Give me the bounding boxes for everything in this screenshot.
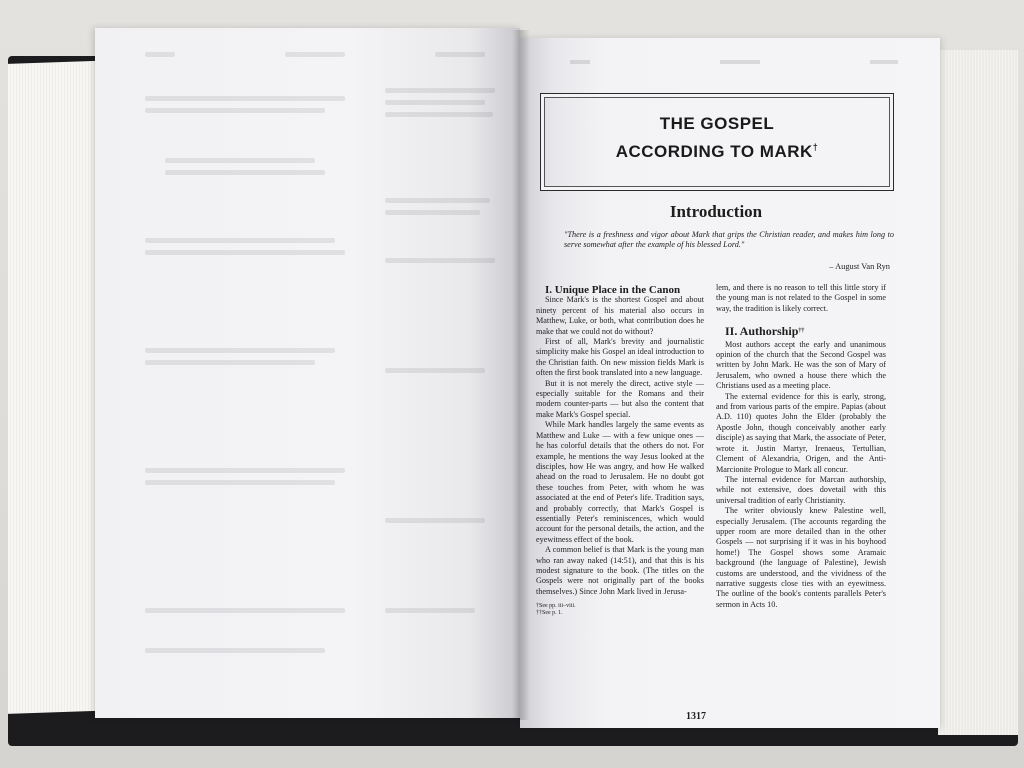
footnote: ††See p. 1. xyxy=(536,610,563,617)
section-heading-canon: I. Unique Place in the Canon xyxy=(545,284,681,296)
introduction-heading: Introduction xyxy=(669,202,763,221)
epigraph-attribution: – August Van Ryn xyxy=(829,262,890,271)
footnotes xyxy=(536,603,704,617)
chapter-title-box xyxy=(540,93,894,191)
right-page-edges xyxy=(938,50,1018,735)
show-through-text xyxy=(135,48,505,688)
authorship-footnote-mark: †† xyxy=(798,328,805,335)
title-footnote-mark: † xyxy=(812,142,819,152)
paragraph: Most authors accept the early and unanimous opinion of the church that the Second Gospel was written by John Mark. He was the son of Mary of Jerusalem, who owned a house there which the Christians used as a meeting place. xyxy=(716,339,886,391)
section-heading-authorship xyxy=(716,324,886,339)
left-text-column xyxy=(536,285,704,617)
paragraph-continuation: lem, and there is no reason to tell this little story if the young man is not related to the Gospel in some way, the tradition is likely correct. xyxy=(716,283,886,313)
paragraph: The external evidence for this is early, strong, and from various parts of the empire. Papias (about A.D. 110) quotes John the Elder (probably the Apostle John, though conceivably another early disciple) as saying that Mark, the associate of Peter, wrote it. Justin Martyr, Irenaeus, Tertullian, Clement of Alexandria, Origen, and the Anti-Marcionite Prologue to Mark all concur. xyxy=(716,391,886,474)
page-number: 1317 xyxy=(686,711,706,722)
paragraph: First of all, Mark's brevity and journalistic simplicity make his Gospel an ideal introduction to the Christian faith. On new mission fields Mark is often the first book translated into a new language. xyxy=(536,337,704,378)
left-page xyxy=(95,28,520,718)
right-page-content xyxy=(536,55,915,730)
chapter-title-line-1: THE GOSPEL xyxy=(659,114,775,133)
right-text-column xyxy=(716,283,886,610)
footnote: †See pp. iii–viii. xyxy=(536,603,576,610)
paragraph: While Mark handles largely the same events as Matthew and Luke — with a few unique ones — he has colorful details that the others do not. For example, he mentions the way Jesus looked at the disciples, how He was angry, and how He walked ahead on the road to Jerusalem. He no doubt got these touches from Peter, with whom he was associated at the end of Peter's life. Tradition says, and probably correctly, that Mark's Gospel is essentially Peter's reminiscences, which would account for the personal details, the action, and the eyewitness effect of the book. xyxy=(536,420,704,544)
paragraph: But it is not merely the direct, active style — especially suitable for the Romans and their modern counter-parts — but also the content that make Mark's Gospel special. xyxy=(536,378,704,419)
epigraph-quote: "There is a freshness and vigor about Mark that grips the Christian reader, and makes him long to serve somewhat after the example of his blessed Lord." xyxy=(564,230,894,249)
paragraph: Since Mark's is the shortest Gospel and about ninety percent of his material also occurs in Matthew, Luke, or both, what contribution does he make that we could not do without? xyxy=(536,295,704,336)
chapter-title-line-2 xyxy=(541,142,893,162)
paragraph: A common belief is that Mark is the young man who ran away naked (14:51), and that this is his modest signature to the book. (The titles on the Gospels were not originally part of the books themselves.) Since John Mark lived in Jerusa- xyxy=(536,545,704,596)
book-gutter xyxy=(512,30,530,720)
chapter-title-text: ACCORDING TO MARK xyxy=(615,142,813,161)
paragraph: The internal evidence for Marcan authorship, while not extensive, does dovetail with this universal tradition of early Christianity. xyxy=(716,474,886,505)
authorship-heading-text: II. Authorship xyxy=(725,324,799,339)
paragraph: The writer obviously knew Palestine well, especially Jerusalem. (The accounts regarding the upper room are more detailed than in the other Gospels — not surprising if it was in his boyhood home!) The Gospel shows some Aramaic background (the language of Palestine), Jewish customs are understood, and the vividness of the narrative suggests close ties with an eyewitness. The outline of the book's contents parallels Peter's sermon in Acts 10. xyxy=(716,506,886,609)
show-through-header xyxy=(570,57,900,67)
